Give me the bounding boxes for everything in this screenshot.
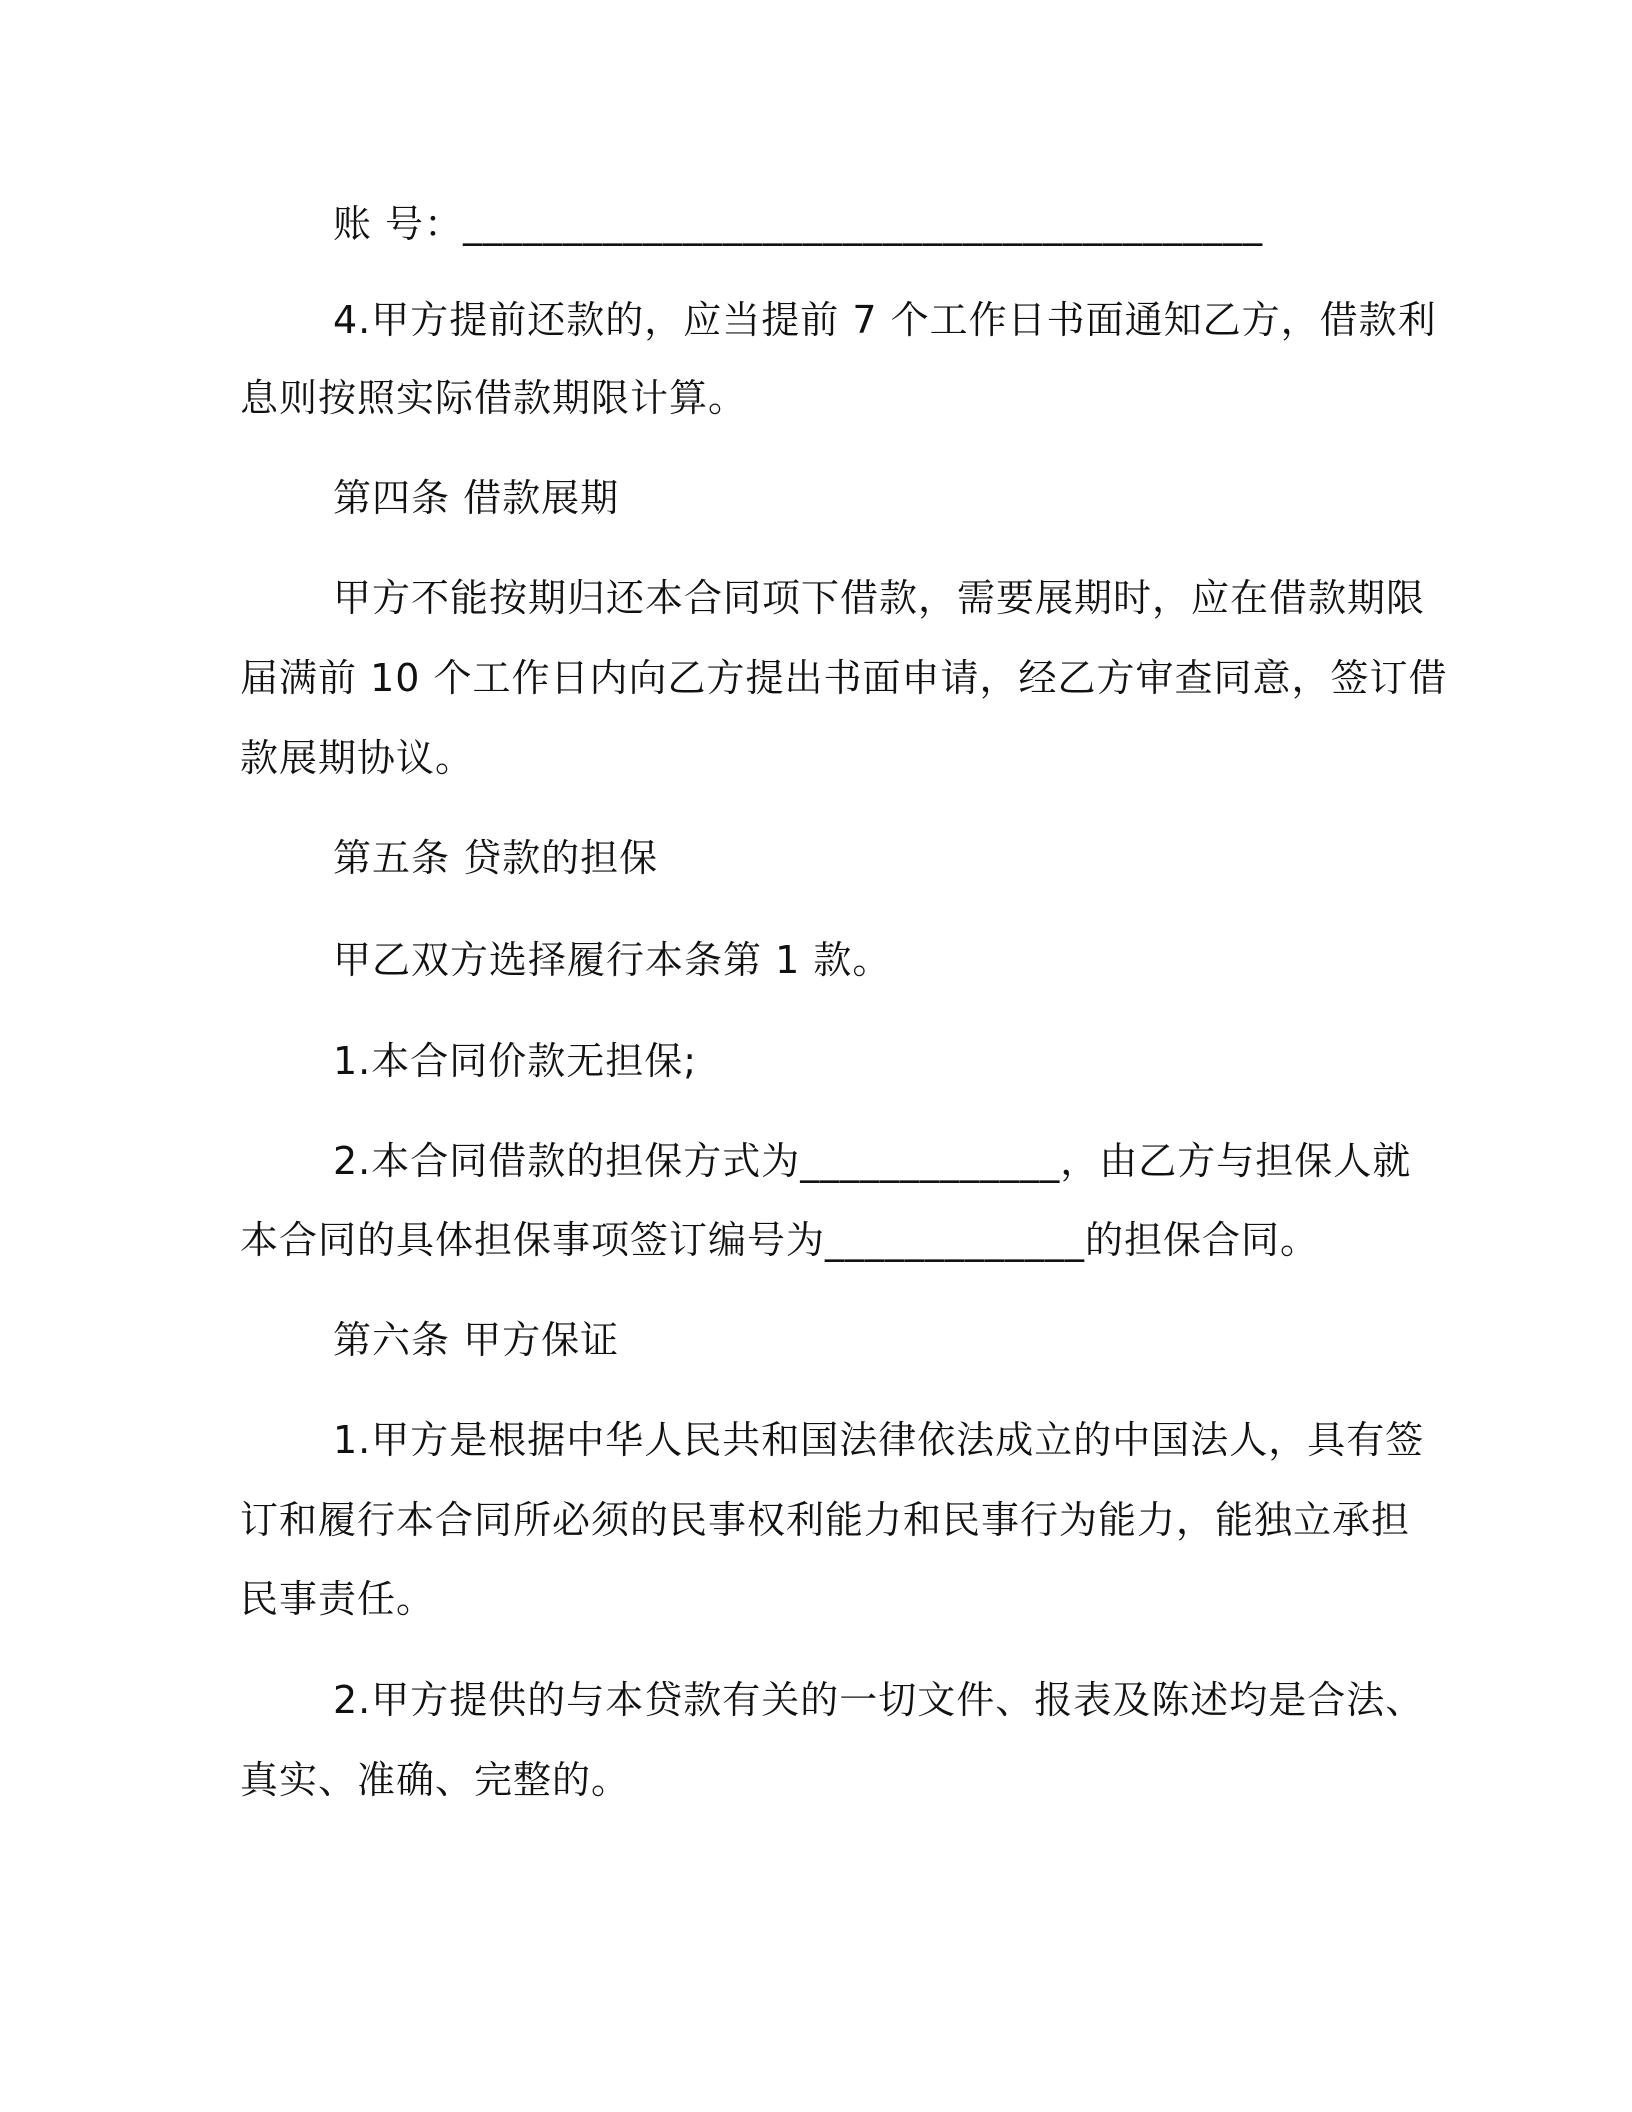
clause-paragraph-line: 民事责任。 [240, 1577, 436, 1621]
clause-paragraph-line: 甲乙双方选择履行本条第 1 款。 [333, 938, 892, 982]
clause-paragraph-line: 息则按照实际借款期限计算。 [240, 376, 748, 420]
account-number-line: 账 号：________________________________________ [333, 202, 1264, 246]
clause-paragraph-line: 届满前 10 个工作日内向乙方提出书面申请，经乙方审查同意，签订借 [240, 656, 1448, 700]
clause-paragraph-line: 1.本合同价款无担保; [333, 1039, 698, 1083]
clause-paragraph-line: 真实、准确、完整的。 [240, 1758, 631, 1802]
clause-paragraph-line: 2.本合同借款的担保方式为_____________，由乙方与担保人就 [333, 1139, 1412, 1183]
section-heading: 第四条 借款展期 [333, 476, 620, 520]
clause-paragraph-line: 1.甲方是根据中华人民共和国法律依法成立的中国法人，具有签 [333, 1418, 1425, 1462]
section-heading: 第五条 贷款的担保 [333, 836, 659, 880]
clause-paragraph-line: 订和履行本合同所必须的民事权利能力和民事行为能力，能独立承担 [240, 1498, 1411, 1542]
clause-paragraph-line: 4.甲方提前还款的，应当提前 7 个工作日书面通知乙方，借款利 [333, 298, 1437, 342]
clause-paragraph-line: 款展期协议。 [240, 736, 475, 780]
clause-paragraph-line: 甲方不能按期归还本合同项下借款，需要展期时，应在借款期限 [333, 576, 1426, 620]
clause-paragraph-line: 本合同的具体担保事项签订编号为_____________的担保合同。 [240, 1218, 1320, 1262]
section-heading: 第六条 甲方保证 [333, 1318, 620, 1362]
clause-paragraph-line: 2.甲方提供的与本贷款有关的一切文件、报表及陈述均是合法、 [333, 1678, 1425, 1722]
